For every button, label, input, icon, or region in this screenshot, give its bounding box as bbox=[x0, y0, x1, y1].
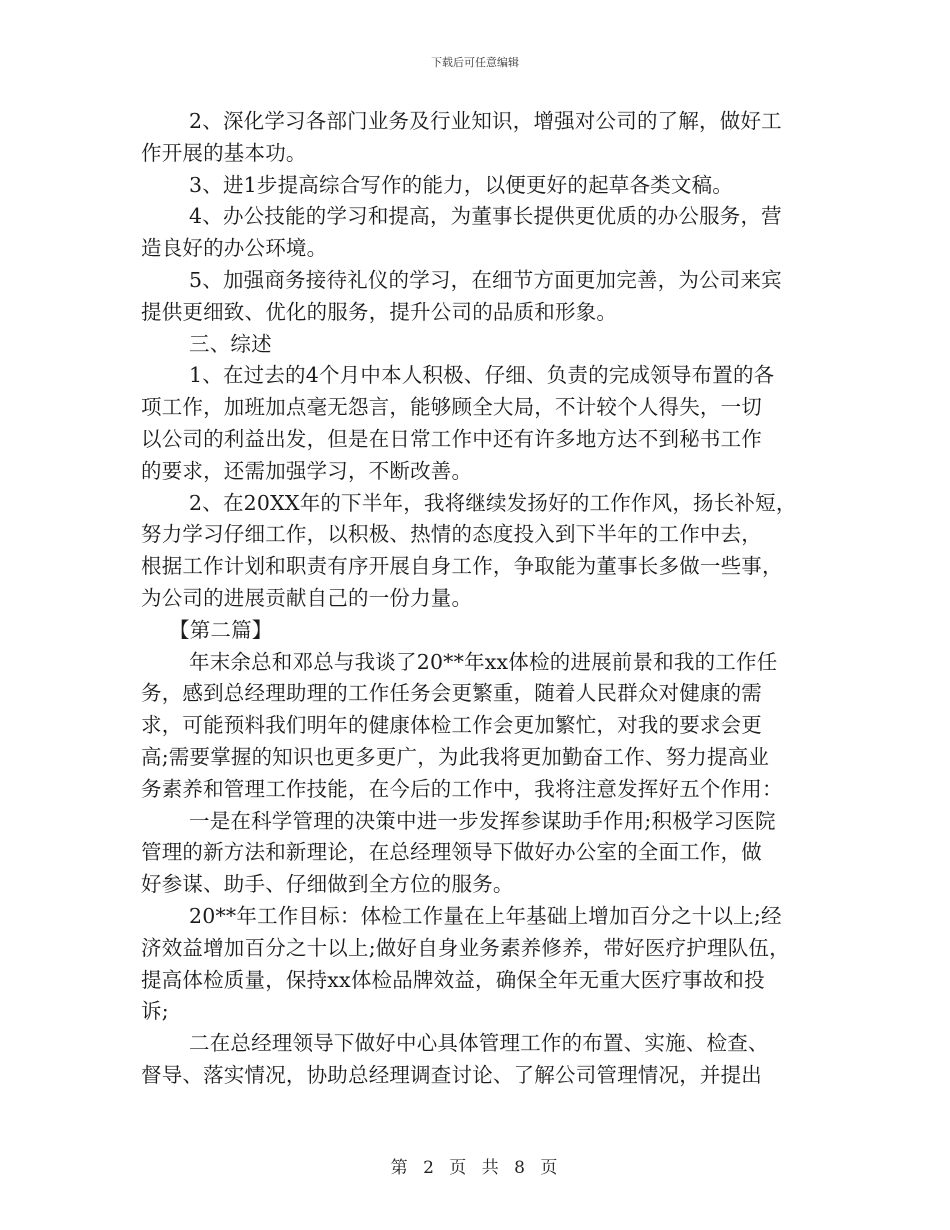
text-line: 20**年工作目标：体检工作量在上年基础上增加百分之十以上;经 bbox=[189, 903, 782, 928]
text-line: 二在总经理领导下做好中心具体管理工作的布置、实施、检查、 bbox=[189, 1031, 769, 1056]
text-line: 为公司的进展贡献自己的一份力量。 bbox=[141, 585, 473, 610]
text-line: 提供更细致、优化的服务，提升公司的品质和形象。 bbox=[141, 299, 618, 324]
text-line: 高;需要掌握的知识也更多更广，为此我将更加勤奋工作、努力提高业 bbox=[141, 744, 770, 769]
text-line: 2、深化学习各部门业务及行业知识，增强对公司的了解，做好工 bbox=[189, 109, 782, 133]
document-body bbox=[141, 106, 811, 1092]
text-line: 求，可能预料我们明年的健康体检工作会更加繁忙，对我的要求会更 bbox=[141, 713, 762, 738]
text-line: 督导、落实情况，协助总经理调查讨论、了解公司管理情况，并提出 bbox=[141, 1062, 762, 1087]
text-line: 诉; bbox=[141, 999, 169, 1024]
text-line: 以公司的利益出发，但是在日常工作中还有许多地方达不到秘书工作 bbox=[141, 426, 762, 451]
text-line: 1、在过去的4个月中本人积极、仔细、负责的完成领导布置的各 bbox=[189, 363, 775, 388]
text-line: 努力学习仔细工作，以积极、热情的态度投入到下半年的工作中去， bbox=[141, 522, 762, 547]
text-line: 管理的新方法和新理论，在总经理领导下做好办公室的全面工作，做 bbox=[141, 840, 762, 865]
text-line: 三、综述 bbox=[189, 331, 272, 356]
text-line: 务素养和管理工作技能，在今后的工作中，我将注意发挥好五个作用： bbox=[141, 776, 783, 801]
text-line: 5、加强商务接待礼仪的学习，在细节方面更加完善，为公司来宾 bbox=[189, 267, 782, 292]
text-line: 济效益增加百分之十以上;做好自身业务素养修养，带好医疗护理队伍， bbox=[141, 935, 790, 960]
text-line: 年末余总和邓总与我谈了20**年xx体检的进展前景和我的工作任 bbox=[189, 649, 778, 674]
text-line: 项工作，加班加点毫无怨言，能够顾全大局，不计较个人得失，一切 bbox=[141, 395, 762, 420]
text-line: 2、在20XX年的下半年，我将继续发扬好的工作作风，扬长补短， bbox=[189, 490, 797, 515]
page-number-footer: 第 2 页 共 8 页 bbox=[390, 1158, 560, 1178]
text-line: 造良好的办公环境。 bbox=[141, 236, 328, 261]
text-line: 4、办公技能的学习和提高，为董事长提供更优质的办公服务，营 bbox=[189, 204, 782, 229]
text-line: 根据工作计划和职责有序开展自身工作，争取能为董事长多做一些事， bbox=[141, 554, 783, 579]
text-line: 的要求，还需加强学习，不断改善。 bbox=[141, 458, 473, 483]
text-line: 提高体检质量，保持xx体检品牌效益，确保全年无重大医疗事故和投 bbox=[141, 967, 765, 992]
text-line: 一是在科学管理的决策中进一步发挥参谋助手作用;积极学习医院 bbox=[189, 808, 776, 833]
text-line: 【第二篇】 bbox=[169, 617, 273, 642]
text-line: 3、进1步提高综合写作的能力，以便更好的起草各类文稿。 bbox=[189, 172, 733, 197]
page-header: 下载后可任意编辑 bbox=[431, 56, 519, 69]
text-line: 好参谋、助手、仔细做到全方位的服务。 bbox=[141, 872, 514, 897]
text-line: 务，感到总经理助理的工作任务会更繁重，随着人民群众对健康的需 bbox=[141, 681, 762, 706]
text-line: 作开展的基本功。 bbox=[141, 140, 307, 165]
